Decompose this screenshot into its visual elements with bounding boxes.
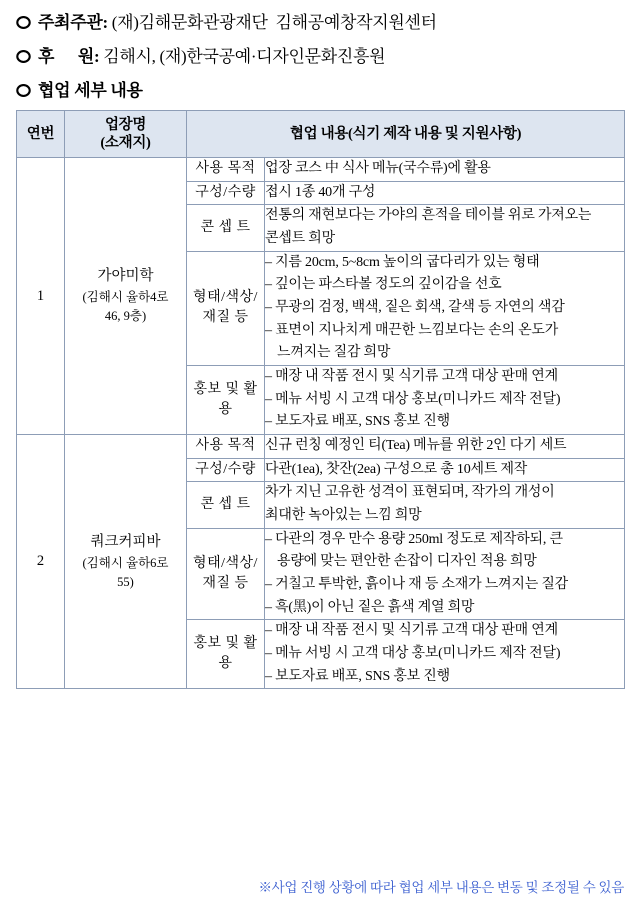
detail-line: – 흑(黑)이 아닌 짙은 흙색 계열 희망 (265, 599, 475, 615)
table-header (17, 111, 625, 158)
heading-organizer (16, 8, 624, 33)
row-no: 1 (17, 158, 65, 435)
column-header-business (65, 111, 187, 158)
business-address-line1: (김해시 율하6로 (82, 555, 169, 570)
detail-line: – 다관의 경우 만수 용량 250ml 정도로 제작하되, 큰 (265, 531, 563, 547)
detail-content (265, 435, 625, 459)
detail-content (265, 482, 625, 528)
row-no: 2 (17, 435, 65, 689)
detail-content (265, 528, 625, 620)
detail-line: 최대한 녹아있는 느낌 희망 (265, 508, 422, 524)
footnote: ※사업 진행 상황에 따라 협업 세부 내용은 변동 및 조정될 수 있음 (258, 880, 624, 895)
business-address-line2: 55) (117, 574, 134, 589)
business-address-line2: 46, 9층) (104, 309, 147, 324)
category-label (187, 251, 265, 365)
business-address-line1: (김해시 율하4로 (82, 289, 169, 304)
detail-content (265, 251, 625, 365)
heading-collab-details (16, 76, 624, 101)
table-row (17, 435, 625, 459)
category-label: 구성/수량 (187, 181, 265, 205)
category-label-line2: 재질 등 (202, 576, 249, 592)
ring-bullet-icon (16, 49, 31, 64)
detail-line: – 매장 내 작품 전시 및 식기류 고객 대상 판매 연계 (265, 369, 558, 385)
heading-collab-details-label: 협업 세부 내용 (38, 81, 143, 100)
category-label: 사용 목적 (187, 435, 265, 459)
table-body (17, 158, 625, 689)
category-label-line1: 형태/색상/ (193, 555, 258, 571)
detail-line: 느껴지는 질감 희망 (277, 345, 391, 361)
heading-sponsor (16, 42, 624, 67)
detail-line: – 지름 20cm, 5~8cm 높이의 굽다리가 있는 형태 (265, 254, 540, 270)
business-name: 가야미학 (97, 268, 154, 285)
row-business (65, 158, 187, 435)
detail-line: – 무광의 검정, 백색, 짙은 회색, 갈색 등 자연의 색감 (265, 300, 565, 316)
table-row (17, 158, 625, 182)
detail-line: – 표면이 지나치게 매끈한 느낌보다는 손의 온도가 (265, 322, 559, 338)
detail-line: 업장 코스 中 식사 메뉴(국수류)에 활용 (265, 161, 491, 176)
category-label: 홍보 및 활용 (187, 366, 265, 435)
detail-line: 전통의 재현보다는 가야의 흔적을 테이블 위로 가져오는 (265, 208, 592, 224)
detail-line: 다관(1ea), 찻잔(2ea) 구성으로 총 10세트 제작 (265, 461, 528, 477)
detail-line: 콘셉트 희망 (265, 231, 335, 247)
heading-sponsor-value: 김해시, (재)한국공예·디자인문화진흥원 (99, 47, 386, 66)
business-name: 쿼크커피바 (90, 534, 161, 551)
detail-line: 신규 런칭 예정인 티(Tea) 메뉴를 위한 2인 다기 세트 (265, 438, 567, 454)
detail-line: 접시 1종 40개 구성 (265, 184, 376, 200)
ring-bullet-icon (16, 83, 31, 98)
detail-line: – 메뉴 서빙 시 고객 대상 홍보(미니카드 제작 전달) (265, 391, 561, 407)
heading-organizer-value: (재)김해문화관광재단 김해공예창작지원센터 (107, 13, 437, 32)
heading-sponsor-label: 후 원: (38, 47, 100, 66)
collaboration-table (16, 110, 625, 689)
category-label: 콘 셉 트 (187, 205, 265, 251)
category-label: 구성/수량 (187, 458, 265, 482)
category-label-line2: 재질 등 (202, 310, 249, 326)
ring-bullet-icon (16, 15, 31, 30)
detail-content (265, 458, 625, 482)
detail-line: 용량에 맞는 편안한 손잡이 디자인 적용 희망 (277, 554, 537, 570)
detail-content (265, 205, 625, 251)
category-label-line1: 형태/색상/ (193, 290, 258, 306)
category-label (187, 528, 265, 620)
detail-line: – 매장 내 작품 전시 및 식기류 고객 대상 판매 연계 (265, 623, 558, 639)
column-header-business-line2: (소재지) (100, 135, 151, 151)
row-business (65, 435, 187, 689)
category-label: 홍보 및 활용 (187, 620, 265, 689)
detail-line: – 보도자료 배포, SNS 홍보 진행 (265, 414, 450, 430)
detail-content (265, 620, 625, 689)
detail-line: – 보도자료 배포, SNS 홍보 진행 (265, 668, 450, 684)
detail-content (265, 181, 625, 205)
column-header-collab-content: 협업 내용(식기 제작 내용 및 지원사항) (187, 111, 625, 158)
column-header-no: 연번 (17, 111, 65, 158)
detail-line: 차가 지닌 고유한 성격이 표현되며, 작가의 개성이 (265, 485, 555, 501)
detail-line: – 메뉴 서빙 시 고객 대상 홍보(미니카드 제작 전달) (265, 646, 561, 662)
detail-line: – 깊이는 파스타볼 정도의 깊이감을 선호 (265, 277, 502, 293)
category-label: 콘 셉 트 (187, 482, 265, 528)
detail-line: – 거칠고 투박한, 흙이나 재 등 소재가 느껴지는 질감 (265, 577, 568, 593)
heading-organizer-label: 주최주관: (38, 13, 108, 32)
column-header-business-line1: 업장명 (104, 116, 147, 133)
category-label: 사용 목적 (187, 158, 265, 182)
detail-content (265, 366, 625, 435)
detail-content (265, 158, 625, 182)
table-header-row (17, 111, 625, 158)
